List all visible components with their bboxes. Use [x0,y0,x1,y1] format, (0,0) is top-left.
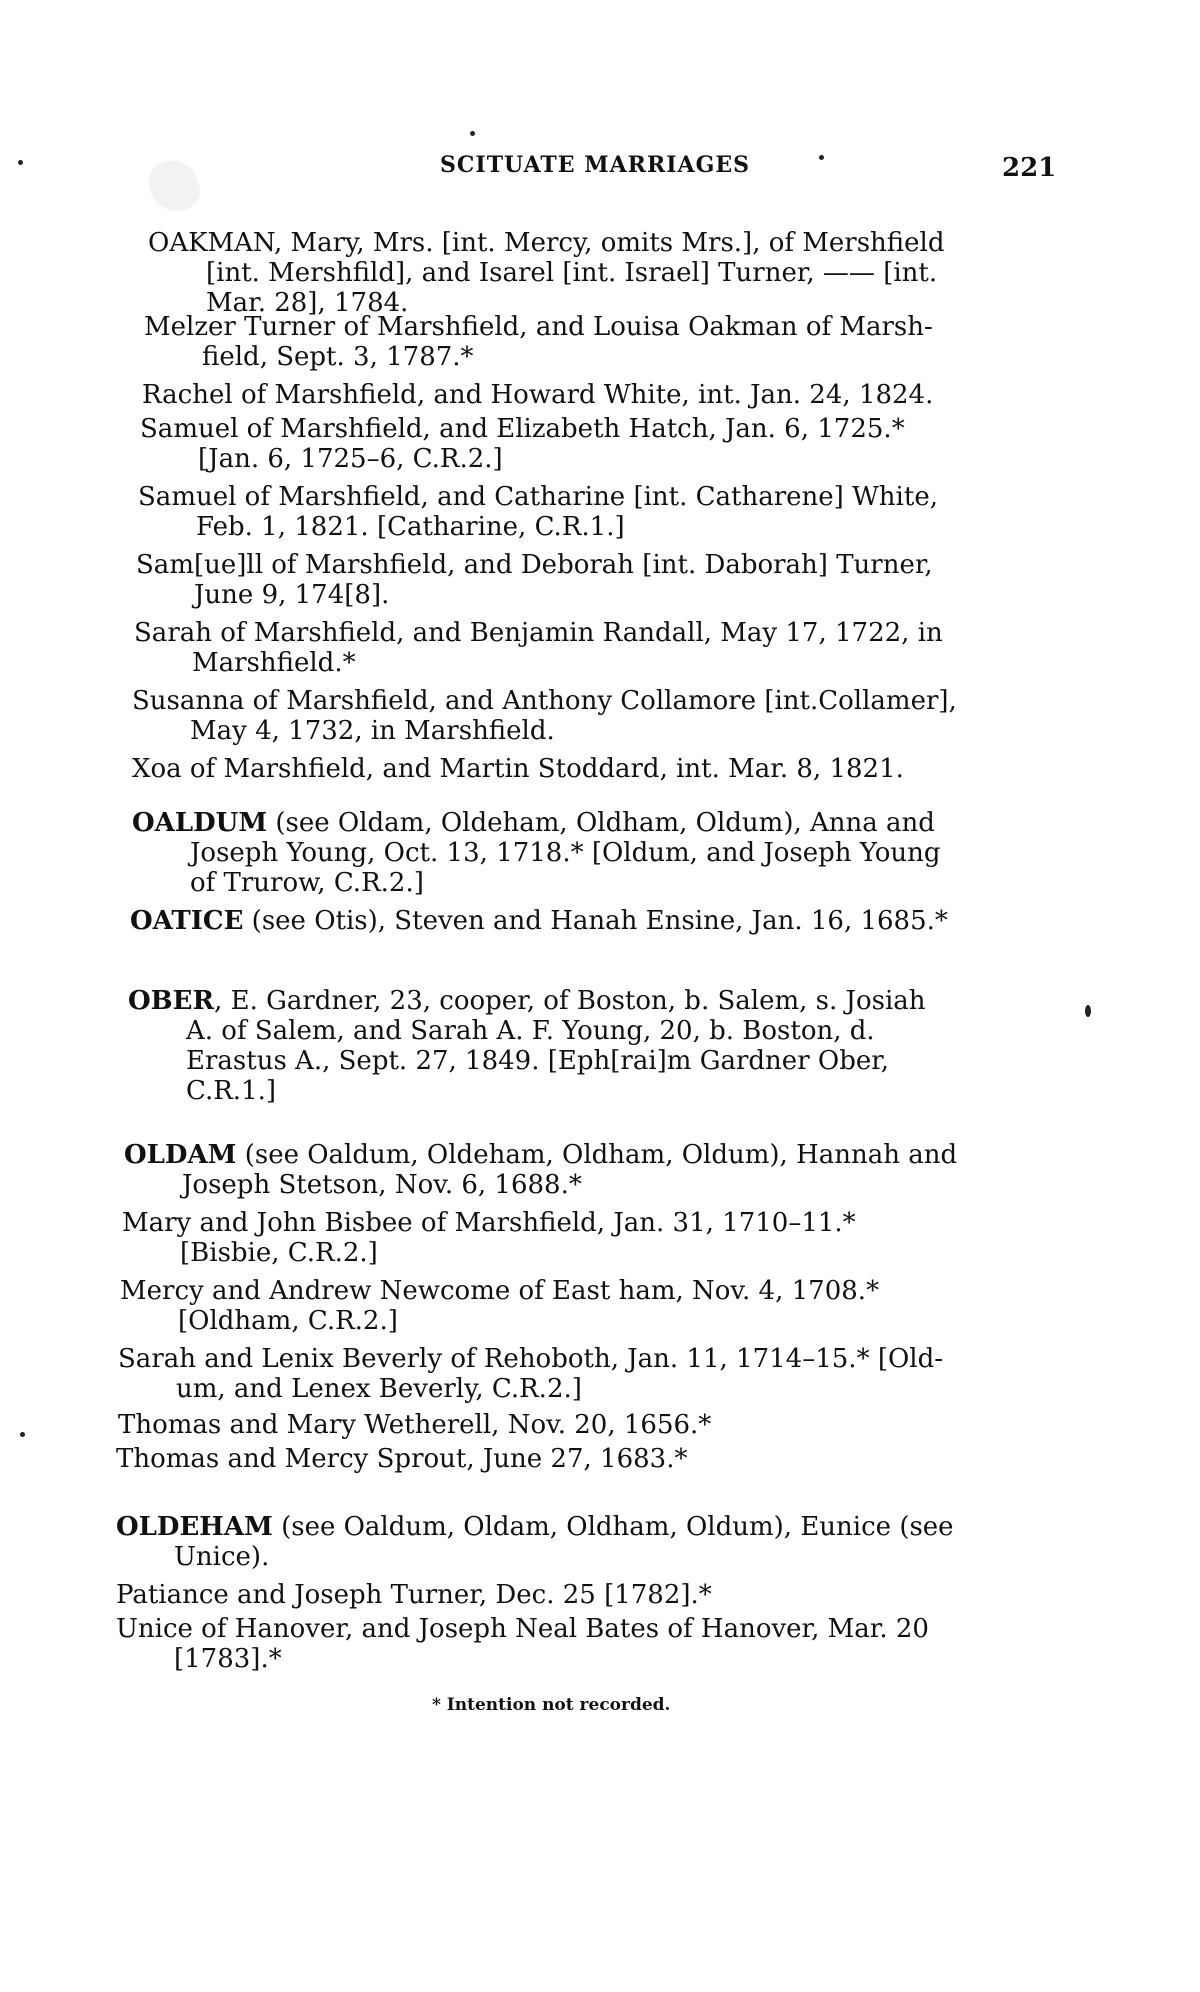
surname-entry [124,1140,957,1200]
entry-first-line: Unice of Hanover, and Joseph Neal Bates of Hanover, Mar. 20 [116,1614,929,1644]
footnote: * Intention not recorded. [432,1695,671,1715]
marriage-entry [132,686,957,746]
entry-first-line: Thomas and Mercy Sprout, June 27, 1683.* [116,1444,688,1474]
entry-first-line: Samuel of Marshfield, and Catharine [int. Catharene] White, [138,482,938,512]
marriage-entry [142,380,933,410]
entry-continuation-line: Erastus A., Sept. 27, 1849. [Eph[rai]m Gardner Ober, [186,1046,890,1076]
marriage-entry [116,1580,712,1610]
entry-continuation-line: A. of Salem, and Sarah A. F. Young, 20, b. Boston, d. [186,1016,875,1046]
entry-continuation-line: June 9, 174[8]. [194,580,390,610]
marriage-entry [140,414,905,474]
entry-continuation-line: Joseph Stetson, Nov. 6, 1688.* [182,1170,582,1200]
entry-continuation-line: Unice). [174,1542,270,1572]
entry-continuation-line: field, Sept. 3, 1787.* [202,342,474,372]
surname-heading: OALDUM [132,808,268,838]
entry-first-line: Patiance and Joseph Turner, Dec. 25 [1782].* [116,1580,712,1610]
entry-continuation-line: [int. Mershfild], and Isarel [int. Israel] Turner, —— [int. [206,258,938,288]
entry-continuation-line: Mar. 28], 1784. [206,288,409,318]
entry-first-line: OATICE (see Otis), Steven and Hanah Ensine, Jan. 16, 1685.* [130,906,948,936]
surname-heading: OLDAM [124,1140,237,1170]
entry-first-line: Thomas and Mary Wetherell, Nov. 20, 1656.* [118,1410,712,1440]
entry-first-line: Samuel of Marshfield, and Elizabeth Hatch, Jan. 6, 1725.* [140,414,905,444]
entry-continuation-line: Feb. 1, 1821. [Catharine, C.R.1.] [196,512,625,542]
entry-continuation-line: [Oldham, C.R.2.] [178,1306,398,1336]
surname-heading: OATICE [130,906,244,936]
entry-continuation-line: May 4, 1732, in Marshfield. [190,716,555,746]
marriage-entry [122,1208,856,1268]
entry-first-line: Susanna of Marshfield, and Anthony Collamore [int.Collamer], [132,686,957,716]
entry-first-line: OAKMAN, Mary, Mrs. [int. Mercy, omits Mrs.], of Mershfield [148,228,945,258]
marriage-entry [116,1444,687,1474]
entry-first-line: OLDEHAM (see Oaldum, Oldam, Oldham, Oldum), Eunice (see [116,1512,954,1542]
marriage-entry [118,1344,943,1404]
marriage-entry [144,312,933,372]
speck [470,131,475,136]
surname-entry [132,808,941,898]
speck [1085,1005,1091,1017]
entry-first-line: OBER, E. Gardner, 23, cooper, of Boston, b. Salem, s. Josiah [128,986,926,1016]
entry-first-line: Sarah and Lenix Beverly of Rehoboth, Jan. 11, 1714–15.* [Old- [118,1344,944,1374]
surname-entry [130,906,948,936]
speck [20,1432,25,1437]
entry-first-line: OLDAM (see Oaldum, Oldeham, Oldham, Oldum), Hannah and [124,1140,958,1170]
entry-first-line: Sarah of Marshfield, and Benjamin Randall, May 17, 1722, in [134,618,943,648]
entry-continuation-line: Marshfield.* [192,648,356,678]
marriage-entry [132,754,904,784]
marriage-entry [116,1614,929,1674]
entry-first-line: Melzer Turner of Marshfield, and Louisa Oakman of Marsh- [144,312,933,342]
entry-first-line: OALDUM (see Oldam, Oldeham, Oldham, Oldum), Anna and [132,808,935,838]
entry-continuation-line: C.R.1.] [186,1076,277,1106]
entry-continuation-line: Joseph Young, Oct. 13, 1718.* [Oldum, and Joseph Young [190,838,941,868]
marriage-entry [118,1410,711,1440]
entry-first-line: Rachel of Marshfield, and Howard White, int. Jan. 24, 1824. [142,380,934,410]
surname-heading: OBER [128,986,215,1016]
marriage-entry [120,1276,879,1336]
surname-entry [128,986,926,1106]
page-number: 221 [1002,153,1057,183]
entry-continuation-line: [Jan. 6, 1725–6, C.R.2.] [198,444,503,474]
speck [819,155,824,160]
entry-continuation-line: um, and Lenex Beverly, C.R.2.] [176,1374,582,1404]
running-title: SCITUATE MARRIAGES [440,152,751,178]
speck [18,160,23,165]
surname-entry [116,1512,954,1572]
marriage-entry [138,482,938,542]
entry-continuation-line: [1783].* [174,1644,282,1674]
page-smudge [143,153,206,218]
entry-first-line: Sam[ue]ll of Marshfield, and Deborah [int. Daborah] Turner, [136,550,933,580]
entry-continuation-line: [Bisbie, C.R.2.] [180,1238,378,1268]
marriage-entry [148,228,944,318]
marriage-entry [136,550,933,610]
entry-first-line: Mary and John Bisbee of Marshfield, Jan. 31, 1710–11.* [122,1208,856,1238]
entry-first-line: Xoa of Marshfield, and Martin Stoddard, int. Mar. 8, 1821. [132,754,904,784]
entry-first-line: Mercy and Andrew Newcome of East ham, Nov. 4, 1708.* [120,1276,880,1306]
marriage-entry [134,618,943,678]
surname-heading: OLDEHAM [116,1512,273,1542]
entry-continuation-line: of Trurow, C.R.2.] [190,868,424,898]
